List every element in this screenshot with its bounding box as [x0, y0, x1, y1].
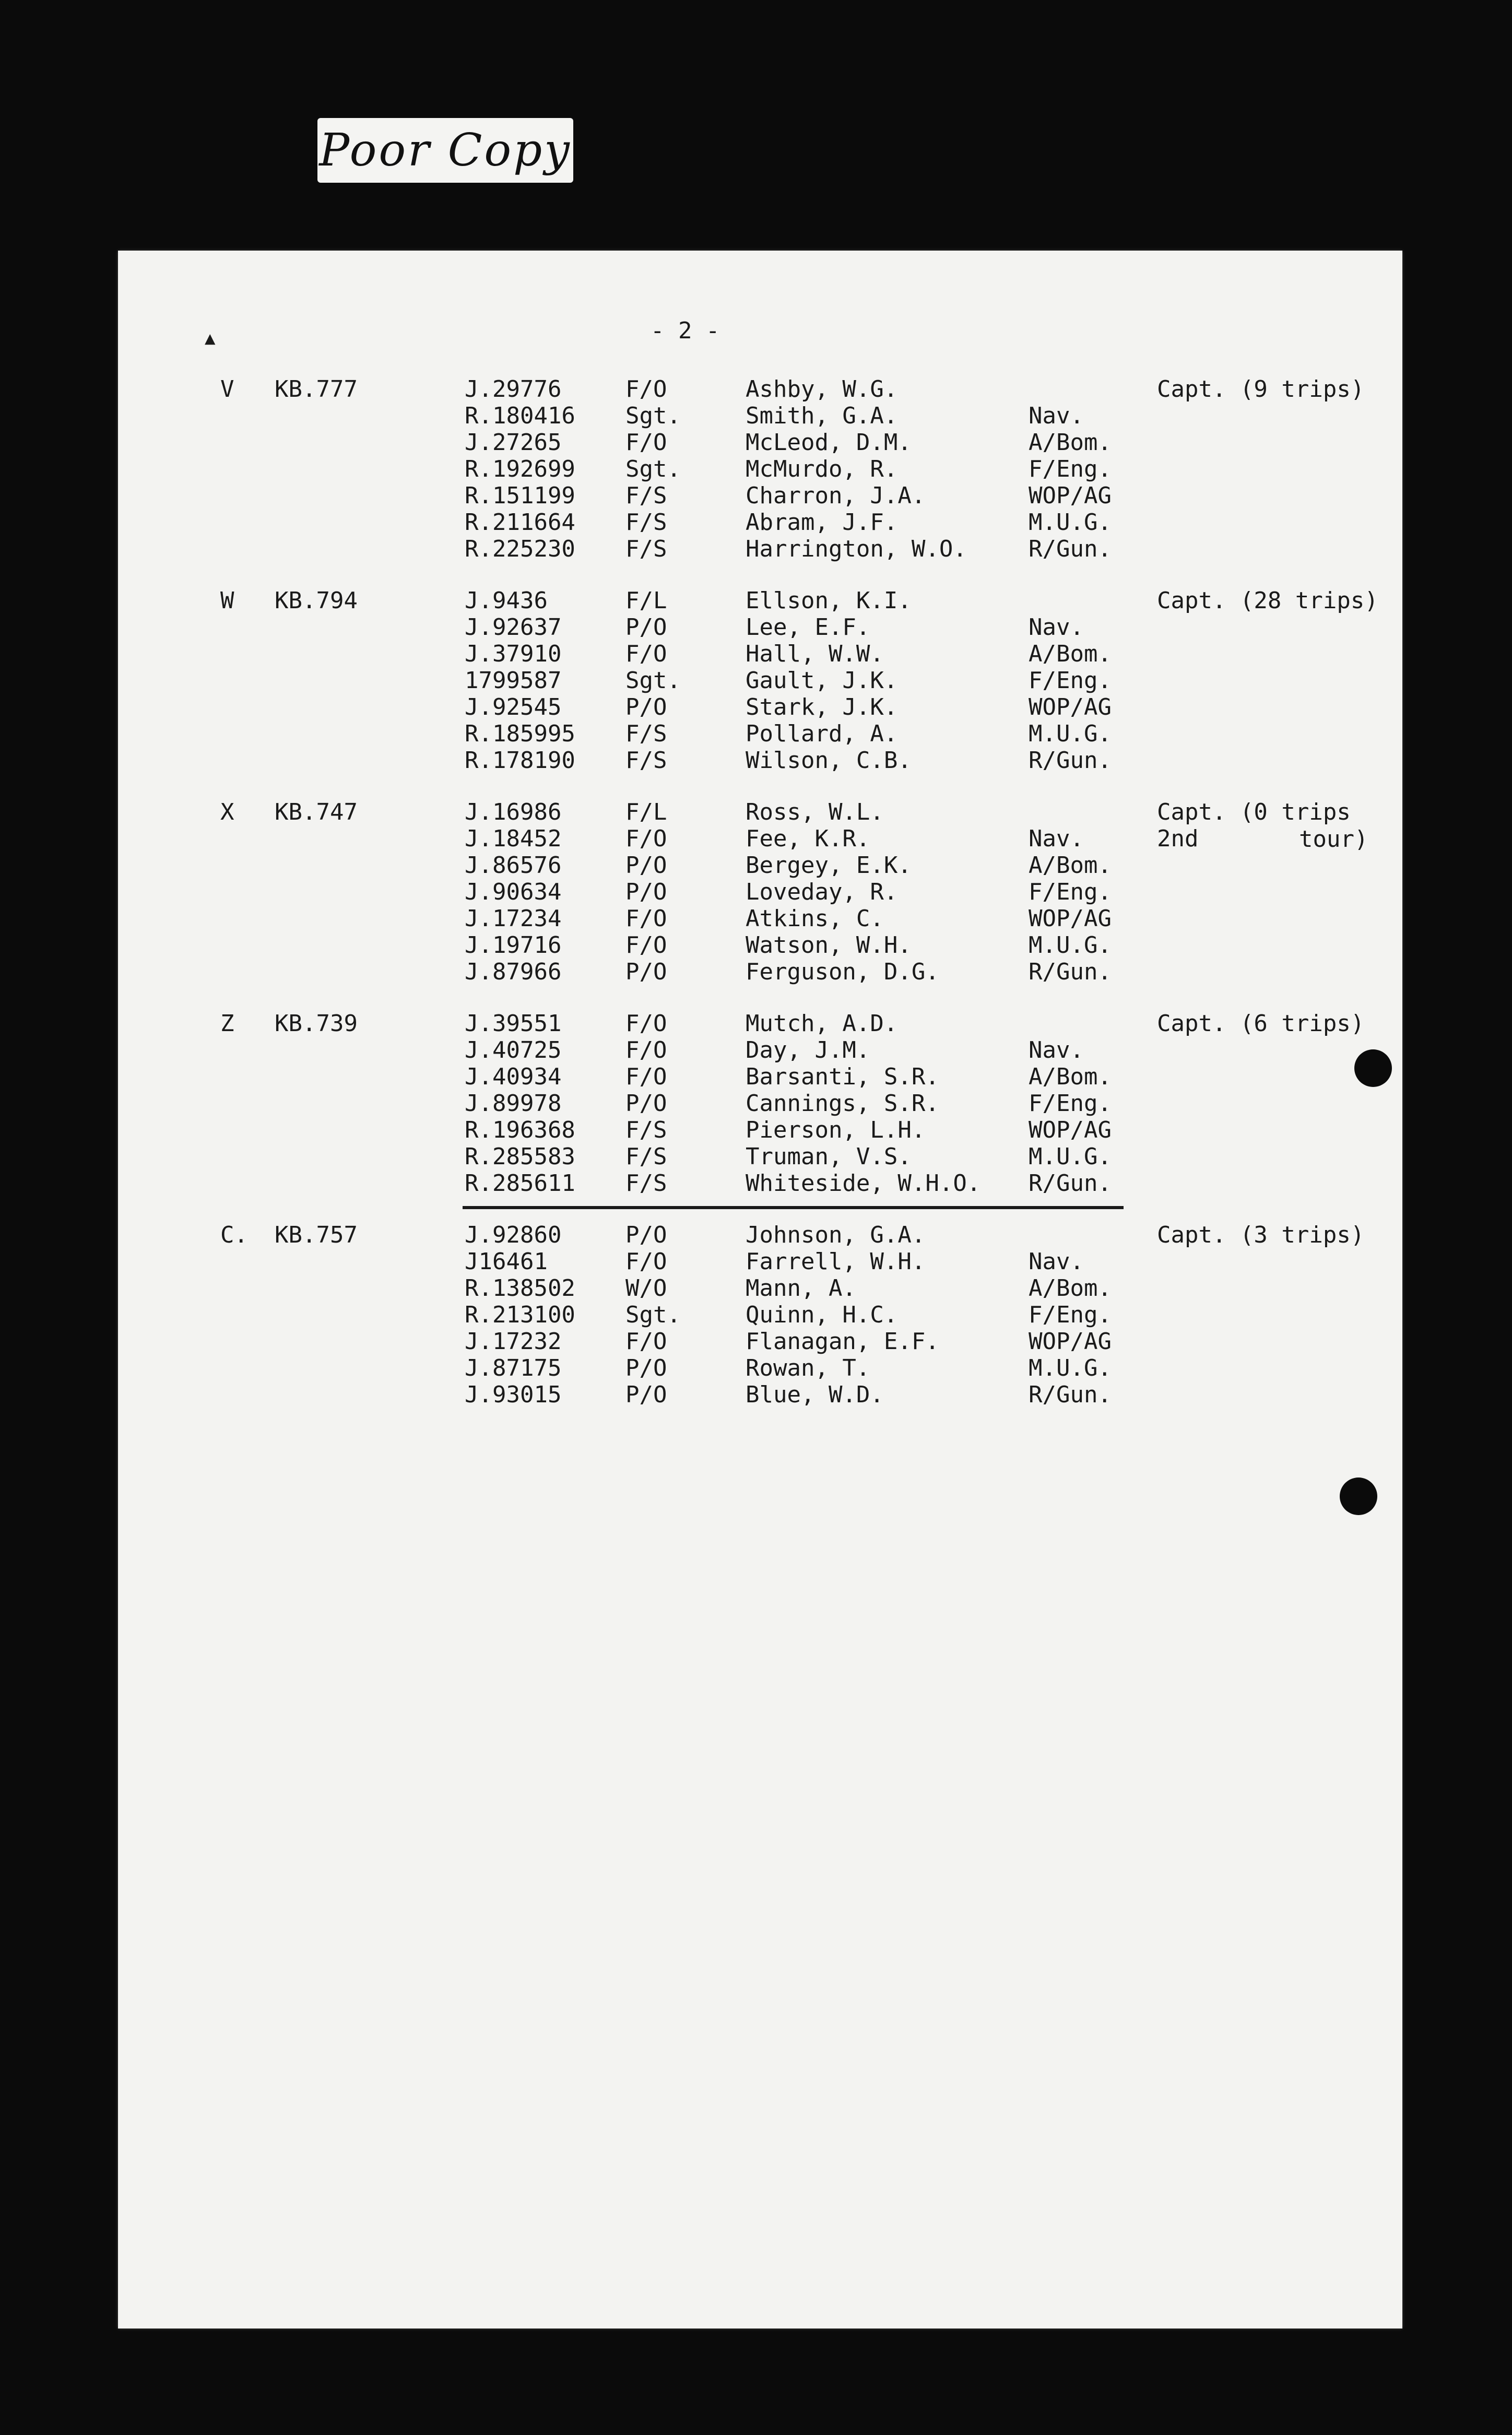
- page-number: - 2 -: [651, 317, 720, 344]
- crew-member-row: [118, 1010, 1402, 1037]
- rank: F/O: [625, 932, 667, 959]
- member-name: Ross, W.L.: [746, 799, 884, 825]
- crew-role: Nav.: [1029, 614, 1084, 641]
- crew-member-row: [118, 482, 1402, 510]
- crew-letter: X: [220, 799, 234, 825]
- document-page: [118, 251, 1402, 2328]
- crew-role: A/Bom.: [1029, 1063, 1112, 1090]
- member-name: Hall, W.W.: [746, 641, 884, 667]
- member-name: Atkins, C.: [746, 905, 884, 932]
- rank: F/O: [625, 376, 667, 403]
- member-name: Johnson, G.A.: [746, 1222, 926, 1248]
- captain-note-continued-text: tour): [1299, 826, 1368, 853]
- service-number: J.29776: [465, 376, 562, 403]
- service-number: J.18452: [465, 825, 562, 852]
- member-name: Pierson, L.H.: [746, 1117, 926, 1143]
- service-number: R.213100: [465, 1302, 575, 1328]
- rank: Sgt.: [625, 456, 681, 482]
- aircraft-serial: KB.757: [275, 1222, 358, 1248]
- rank: F/S: [625, 1117, 667, 1143]
- crew-member-row: [118, 1222, 1402, 1249]
- captain-note: Capt. (6 trips): [1157, 1010, 1365, 1037]
- crew-member-row: [118, 456, 1402, 483]
- member-name: Day, J.M.: [746, 1037, 870, 1063]
- crew-letter: Z: [220, 1010, 234, 1037]
- member-name: Stark, J.K.: [746, 694, 898, 720]
- crew-role: A/Bom.: [1029, 641, 1112, 667]
- service-number: R.225230: [465, 536, 575, 562]
- crew-letter: W: [220, 587, 234, 614]
- crew-member-row: [118, 403, 1402, 430]
- aircraft-serial: KB.777: [275, 376, 358, 403]
- member-name: Loveday, R.: [746, 879, 898, 905]
- service-number: R.285611: [465, 1170, 575, 1197]
- aircraft-serial: KB.794: [275, 587, 358, 614]
- captain-note: Capt. (0 trips 2nd: [1157, 799, 1351, 852]
- crew-member-row: [118, 1381, 1402, 1409]
- rank: P/O: [625, 1222, 667, 1248]
- service-number: R.192699: [465, 456, 575, 482]
- crew-role: R/Gun.: [1029, 1170, 1112, 1197]
- crew-role: M.U.G.: [1029, 509, 1112, 536]
- crew-member-row: [118, 1037, 1402, 1064]
- rank: P/O: [625, 694, 667, 720]
- poor-copy-stamp: Poor Copy: [317, 118, 573, 183]
- captain-note: Capt. (28 trips): [1157, 587, 1378, 614]
- service-number: J.90634: [465, 879, 562, 905]
- crew-member-row: [118, 587, 1402, 614]
- rank: P/O: [625, 1381, 667, 1408]
- service-number: R.196368: [465, 1117, 575, 1143]
- rank: P/O: [625, 959, 667, 985]
- rank: F/O: [625, 1010, 667, 1037]
- member-name: Bergey, E.K.: [746, 852, 912, 879]
- crew-role: Nav.: [1029, 1037, 1084, 1063]
- crew-member-row: [118, 959, 1402, 986]
- service-number: J.17232: [465, 1328, 562, 1355]
- crew-role: R/Gun.: [1029, 747, 1112, 774]
- crew-member-row: [118, 1328, 1402, 1355]
- rank: F/O: [625, 429, 667, 456]
- rank: F/S: [625, 536, 667, 562]
- crew-role: F/Eng.: [1029, 667, 1112, 694]
- member-name: Ferguson, D.G.: [746, 959, 939, 985]
- member-name: Mutch, A.D.: [746, 1010, 898, 1037]
- crew-role: R/Gun.: [1029, 1381, 1112, 1408]
- crew-role: WOP/AG: [1029, 905, 1112, 932]
- crew-member-row: [118, 799, 1402, 826]
- member-name: Gault, J.K.: [746, 667, 898, 694]
- crew-member-row: [118, 429, 1402, 456]
- crew-member-row: [118, 879, 1402, 906]
- service-number: R.211664: [465, 509, 575, 536]
- rank: P/O: [625, 879, 667, 905]
- crew-role: R/Gun.: [1029, 959, 1112, 985]
- crew-member-row: [118, 641, 1402, 668]
- crew-role: M.U.G.: [1029, 1355, 1112, 1381]
- crew-role: Nav.: [1029, 1248, 1084, 1275]
- crew-member-row: [118, 1170, 1402, 1197]
- rank: F/S: [625, 509, 667, 536]
- crew-member-row: [118, 1275, 1402, 1302]
- member-name: McMurdo, R.: [746, 456, 898, 482]
- crew-member-row: [118, 852, 1402, 879]
- service-number: J.37910: [465, 641, 562, 667]
- rank: F/O: [625, 1328, 667, 1355]
- service-number: 1799587: [465, 667, 562, 694]
- service-number: J.27265: [465, 429, 562, 456]
- rank: Sgt.: [625, 667, 681, 694]
- member-name: Barsanti, S.R.: [746, 1063, 939, 1090]
- punch-hole-bottom: [1340, 1477, 1377, 1515]
- crew-role: F/Eng.: [1029, 1090, 1112, 1117]
- rank: P/O: [625, 1355, 667, 1381]
- member-name: Whiteside, W.H.O.: [746, 1170, 981, 1197]
- crew-member-row: [118, 1355, 1402, 1382]
- crew-member-row: [118, 667, 1402, 694]
- captain-note: Capt. (3 trips): [1157, 1222, 1365, 1248]
- crew-role: Nav.: [1029, 403, 1084, 429]
- crew-role: WOP/AG: [1029, 482, 1112, 509]
- service-number: J.87175: [465, 1355, 562, 1381]
- crew-role: M.U.G.: [1029, 1143, 1112, 1170]
- service-number: J.86576: [465, 852, 562, 879]
- rank: F/S: [625, 720, 667, 747]
- member-name: Mann, A.: [746, 1275, 856, 1302]
- captain-note: Capt. (9 trips): [1157, 376, 1365, 403]
- crew-role: WOP/AG: [1029, 694, 1112, 720]
- rank: P/O: [625, 614, 667, 641]
- aircraft-serial: KB.747: [275, 799, 358, 825]
- service-number: J.16986: [465, 799, 562, 825]
- service-number: R.285583: [465, 1143, 575, 1170]
- crew-member-row: [118, 747, 1402, 774]
- service-number: J.17234: [465, 905, 562, 932]
- member-name: Charron, J.A.: [746, 482, 926, 509]
- rank: F/S: [625, 1170, 667, 1197]
- service-number: R.151199: [465, 482, 575, 509]
- member-name: Cannings, S.R.: [746, 1090, 939, 1117]
- rank: F/O: [625, 641, 667, 667]
- rank: F/L: [625, 799, 667, 825]
- service-number: J.92860: [465, 1222, 562, 1248]
- crew-role: F/Eng.: [1029, 879, 1112, 905]
- member-name: Rowan, T.: [746, 1355, 870, 1381]
- rank: F/O: [625, 1037, 667, 1063]
- member-name: McLeod, D.M.: [746, 429, 912, 456]
- member-name: Harrington, W.O.: [746, 536, 967, 562]
- member-name: Wilson, C.B.: [746, 747, 912, 774]
- rank: F/S: [625, 482, 667, 509]
- member-name: Smith, G.A.: [746, 403, 898, 429]
- member-name: Farrell, W.H.: [746, 1248, 926, 1275]
- crew-member-row: [118, 932, 1402, 959]
- rank: Sgt.: [625, 403, 681, 429]
- service-number: J.40934: [465, 1063, 562, 1090]
- service-number: J16461: [465, 1248, 548, 1275]
- crew-role: Nav.: [1029, 825, 1084, 852]
- service-number: J.93015: [465, 1381, 562, 1408]
- crew-member-row: [118, 905, 1402, 932]
- crew-role: A/Bom.: [1029, 429, 1112, 456]
- service-number: R.180416: [465, 403, 575, 429]
- crew-member-row: [118, 536, 1402, 563]
- margin-mark: ▲: [205, 328, 216, 349]
- rank: W/O: [625, 1275, 667, 1302]
- crew-member-row: [118, 1302, 1402, 1329]
- crew-role: F/Eng.: [1029, 1302, 1112, 1328]
- crew-member-row: [118, 694, 1402, 721]
- service-number: J.19716: [465, 932, 562, 959]
- crew-member-row: [118, 1117, 1402, 1144]
- service-number: J.92637: [465, 614, 562, 641]
- member-name: Flanagan, E.F.: [746, 1328, 939, 1355]
- rank: F/O: [625, 905, 667, 932]
- service-number: R.178190: [465, 747, 575, 774]
- service-number: J.87966: [465, 959, 562, 985]
- crew-role: R/Gun.: [1029, 536, 1112, 562]
- member-name: Blue, W.D.: [746, 1381, 884, 1408]
- rank: F/O: [625, 1248, 667, 1275]
- service-number: R.185995: [465, 720, 575, 747]
- member-name: Fee, K.R.: [746, 825, 870, 852]
- rank: P/O: [625, 1090, 667, 1117]
- member-name: Pollard, A.: [746, 720, 898, 747]
- crew-member-row: [118, 614, 1402, 641]
- rank: F/S: [625, 1143, 667, 1170]
- service-number: J.92545: [465, 694, 562, 720]
- crew-member-row: [118, 1143, 1402, 1171]
- member-name: Lee, E.F.: [746, 614, 870, 641]
- rank: P/O: [625, 852, 667, 879]
- crew-role: WOP/AG: [1029, 1117, 1112, 1143]
- crew-member-row: [118, 509, 1402, 536]
- crew-role: A/Bom.: [1029, 1275, 1112, 1302]
- rank: F/S: [625, 747, 667, 774]
- crew-role: WOP/AG: [1029, 1328, 1112, 1355]
- member-name: Abram, J.F.: [746, 509, 898, 536]
- crew-role: M.U.G.: [1029, 720, 1112, 747]
- crew-member-row: [118, 1090, 1402, 1117]
- crew-member-row: [118, 825, 1402, 853]
- member-name: Watson, W.H.: [746, 932, 912, 959]
- service-number: R.138502: [465, 1275, 575, 1302]
- crew-role: M.U.G.: [1029, 932, 1112, 959]
- rank: F/L: [625, 587, 667, 614]
- member-name: Truman, V.S.: [746, 1143, 912, 1170]
- rank: F/O: [625, 825, 667, 852]
- aircraft-serial: KB.739: [275, 1010, 358, 1037]
- crew-letter: V: [220, 376, 234, 403]
- crew-member-row: [118, 1248, 1402, 1275]
- section-divider: [463, 1206, 1124, 1209]
- member-name: Ashby, W.G.: [746, 376, 898, 403]
- service-number: J.9436: [465, 587, 548, 614]
- crew-member-row: [118, 720, 1402, 748]
- member-name: Ellson, K.I.: [746, 587, 912, 614]
- service-number: J.89978: [465, 1090, 562, 1117]
- rank: F/O: [625, 1063, 667, 1090]
- crew-member-row: [118, 376, 1402, 403]
- crew-role: F/Eng.: [1029, 456, 1112, 482]
- member-name: Quinn, H.C.: [746, 1302, 898, 1328]
- crew-member-row: [118, 1063, 1402, 1091]
- service-number: J.39551: [465, 1010, 562, 1037]
- crew-letter: C.: [220, 1222, 248, 1248]
- service-number: J.40725: [465, 1037, 562, 1063]
- rank: Sgt.: [625, 1302, 681, 1328]
- crew-role: A/Bom.: [1029, 852, 1112, 879]
